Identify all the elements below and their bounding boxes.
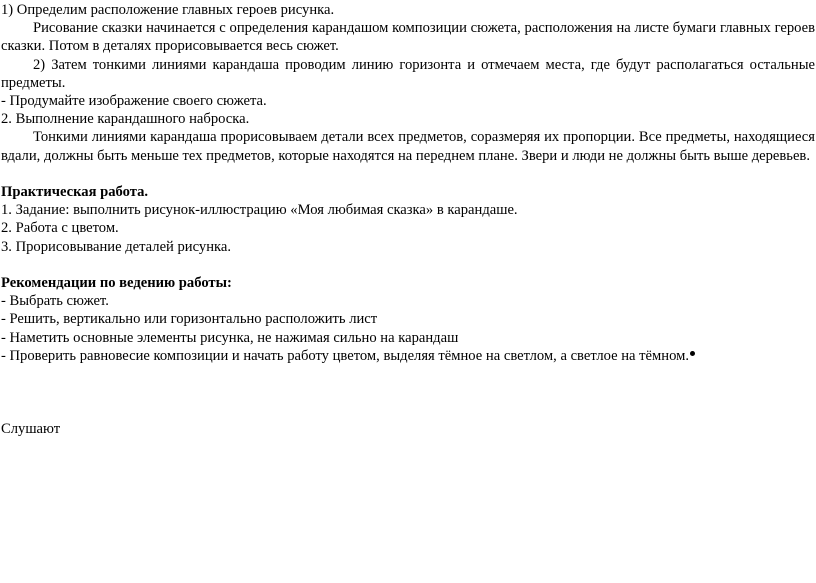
- practical-item-3: 3. Прорисовывание деталей рисунка.: [1, 238, 232, 255]
- recommendation-item-4: - Проверить равновесие композиции и начать работу цветом, выделяя тёмное на светлом, а светлое на тёмном.: [1, 347, 689, 364]
- recommendation-item-1: - Выбрать сюжет.: [1, 293, 109, 310]
- blank-line: [1, 165, 815, 183]
- bullet-dot-icon: [690, 351, 695, 356]
- blank-line: [1, 256, 815, 274]
- paragraph-details: Тонкими линиями карандаша прорисовываем детали всех предметов, соразмеряя их пропорции. Все предметы, находящиеся вдали, должны быть меньше тех предметов, которые находятся на переднем плане. Звери и люди не должны быть выше деревьев.: [1, 129, 815, 164]
- footer-text: Слушают: [1, 420, 61, 437]
- step-1-line: 1) Определим расположение главных героев рисунка.: [1, 2, 335, 18]
- think-plot-line: - Продумайте изображение своего сюжета.: [1, 93, 267, 110]
- recommendations-heading: Рекомендации по ведению работы:: [1, 275, 232, 292]
- practical-item-1: 1. Задание: выполнить рисунок-иллюстрацию «Моя любимая сказка» в карандаше.: [1, 202, 518, 219]
- recommendation-item-4-row: [1, 347, 815, 365]
- paragraph-horizon: 2) Затем тонкими линиями карандаша проводим линию горизонта и отмечаем места, где будут располагаться остальные предметы.: [1, 56, 815, 91]
- blank-space: [1, 365, 815, 401]
- practical-item-2: 2. Работа с цветом.: [1, 220, 119, 237]
- practical-heading: Практическая работа.: [1, 184, 149, 201]
- blank-line: [1, 401, 815, 419]
- recommendation-item-3: - Наметить основные элементы рисунка, не нажимая сильно на карандаш: [1, 329, 459, 346]
- step-2-line: 2. Выполнение карандашного наброска.: [1, 111, 250, 128]
- recommendation-item-2: - Решить, вертикально или горизонтально расположить лист: [1, 311, 378, 328]
- paragraph-drawing-start: Рисование сказки начинается с определения карандашом композиции сюжета, расположения на листе бумаги главных героев сказки. Потом в деталях прорисовывается весь сюжет.: [1, 20, 815, 55]
